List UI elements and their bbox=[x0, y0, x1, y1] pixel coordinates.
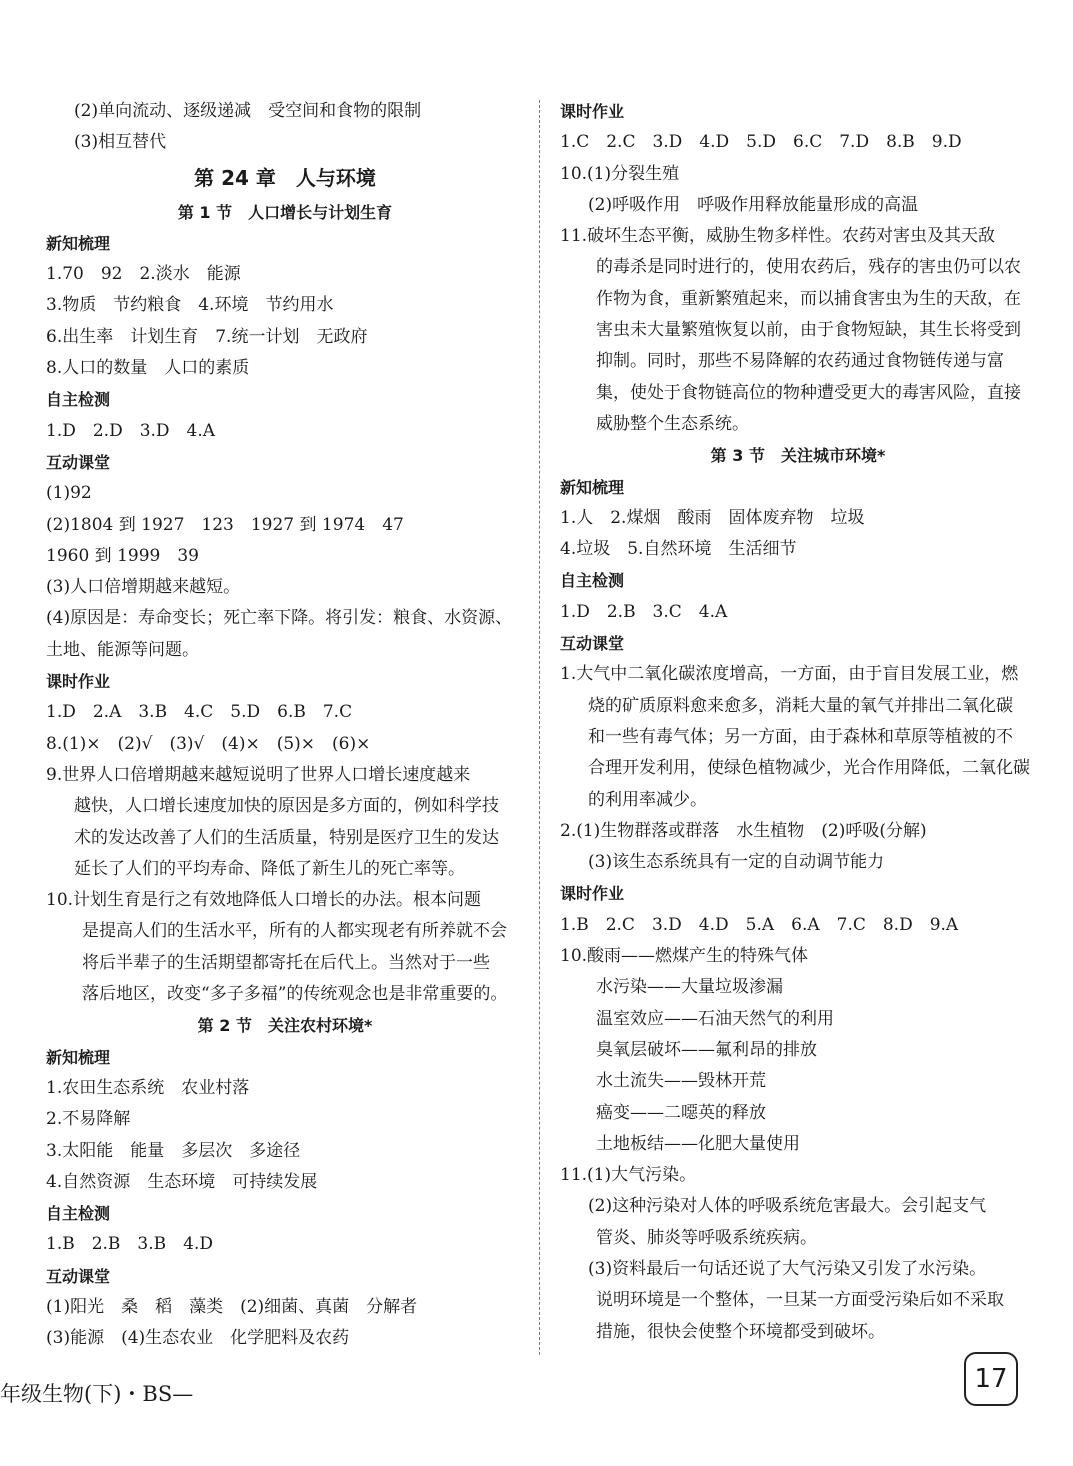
subsection-heading: 新知梳理 bbox=[46, 1047, 111, 1067]
text-line: 8.人口的数量 人口的素质 bbox=[46, 358, 250, 379]
column-divider bbox=[539, 100, 540, 1355]
text-line: 集，使处于食物链高位的物种遭受更大的毒害风险，直接 bbox=[596, 382, 1021, 403]
text-line: (3)相互替代 bbox=[74, 132, 167, 153]
right-column bbox=[560, 96, 1036, 1348]
text-line: 的利用率减少。 bbox=[588, 789, 707, 810]
text-line: 9.世界人口倍增期越来越短说明了世界人口增长速度越来 bbox=[46, 764, 471, 785]
text-line: 烧的矿质原料愈来愈多，消耗大量的氧气并排出二氧化碳 bbox=[588, 695, 1013, 716]
subsection-heading: 互动课堂 bbox=[46, 1266, 111, 1286]
text-line: 越快，人口增长速度加快的原因是多方面的，例如科学技 bbox=[74, 796, 499, 817]
text-line: (3)能源 (4)生态农业 化学肥料及农药 bbox=[46, 1328, 350, 1349]
text-line: 合理开发利用，使绿色植物减少，光合作用降低，二氧化碳 bbox=[588, 758, 1030, 779]
text-line: 和一些有毒气体；另一方面，由于森林和草原等植被的不 bbox=[588, 726, 1013, 747]
text-line: 1.人 2.煤烟 酸雨 固体废弃物 垃圾 bbox=[560, 507, 865, 528]
text-line: (4)原因是：寿命变长；死亡率下降。将引发：粮食、水资源、 bbox=[46, 608, 513, 629]
text-line: 说明环境是一个整体，一旦某一方面受污染后如不采取 bbox=[596, 1290, 1004, 1311]
text-line: 术的发达改善了人们的生活质量，特别是医疗卫生的发达 bbox=[74, 827, 499, 848]
text-line: 土地、能源等问题。 bbox=[46, 639, 199, 660]
text-line: 1.70 92 2.淡水 能源 bbox=[46, 264, 241, 285]
text-line: 1.D 2.B 3.C 4.A bbox=[560, 601, 728, 622]
subsection-heading: 新知梳理 bbox=[46, 233, 111, 253]
text-line: 延长了人们的平均寿命、降低了新生儿的死亡率等。 bbox=[74, 858, 465, 879]
section-title: 第 3 节 关注城市环境* bbox=[710, 446, 886, 466]
text-line: (3)人口倍增期越来越短。 bbox=[46, 577, 241, 598]
text-line: 1.D 2.D 3.D 4.A bbox=[46, 420, 216, 441]
text-line: 落后地区，改变“多子多福”的传统观念也是非常重要的。 bbox=[82, 984, 508, 1005]
text-line: 害虫未大量繁殖恢复以前，由于食物短缺，其生长将受到 bbox=[596, 320, 1021, 341]
text-line: 措施，很快会使整个环境都受到破坏。 bbox=[596, 1321, 885, 1342]
text-line: 4.垃圾 5.自然环境 生活细节 bbox=[560, 539, 797, 560]
text-line: 1.D 2.A 3.B 4.C 5.D 6.B 7.C bbox=[46, 702, 353, 723]
subsection-heading: 自主检测 bbox=[46, 390, 111, 410]
text-line: 1.B 2.C 3.D 4.D 5.A 6.A 7.C 8.D 9.A bbox=[560, 914, 959, 935]
text-line: 1.C 2.C 3.D 4.D 5.D 6.C 7.D 8.B 9.D bbox=[560, 132, 962, 153]
subsection-heading: 互动课堂 bbox=[560, 634, 625, 654]
subsection-heading: 新知梳理 bbox=[560, 477, 625, 497]
text-line: 温室效应——石油天然气的利用 bbox=[596, 1008, 834, 1029]
text-line: 是提高人们的生活水平，所有的人都实现老有所养就不会 bbox=[82, 921, 507, 942]
text-line: (3)该生态系统具有一定的自动调节能力 bbox=[588, 852, 885, 873]
left-column bbox=[46, 96, 524, 1355]
subsection-heading: 课时作业 bbox=[560, 884, 625, 904]
text-line: 臭氧层破坏——氟利昂的排放 bbox=[596, 1039, 817, 1060]
text-line: 土地板结——化肥大量使用 bbox=[596, 1133, 800, 1154]
text-line: 的毒杀是同时进行的，使用农药后，残存的害虫仍可以农 bbox=[596, 257, 1021, 278]
text-line: 水污染——大量垃圾渗漏 bbox=[596, 977, 783, 998]
text-line: 2.不易降解 bbox=[46, 1109, 131, 1130]
text-line: 8.(1)× (2)√ (3)√ (4)× (5)× (6)× bbox=[46, 733, 371, 754]
text-line: 10.(1)分裂生殖 bbox=[560, 163, 680, 184]
text-line: 1960 到 1999 39 bbox=[46, 545, 199, 566]
page-number: 17 bbox=[964, 1352, 1018, 1406]
text-line: (2)1804 到 1927 123 1927 到 1974 47 bbox=[46, 514, 404, 535]
text-line: 10.计划生育是行之有效地降低人口增长的办法。根本问题 bbox=[46, 890, 482, 911]
section-title: 第 2 节 关注农村环境* bbox=[197, 1016, 373, 1036]
text-line: (1)92 bbox=[46, 483, 92, 504]
text-line: 1.大气中二氧化碳浓度增高，一方面，由于盲目发展工业，燃 bbox=[560, 664, 1019, 685]
subsection-heading: 课时作业 bbox=[560, 102, 625, 121]
footer-book-title: 年级生物(下)・BS— bbox=[0, 1382, 194, 1406]
text-line: 6.出生率 计划生育 7.统一计划 无政府 bbox=[46, 326, 368, 347]
text-line: (2)呼吸作用 呼吸作用释放能量形成的高温 bbox=[588, 194, 919, 215]
text-line: 威胁整个生态系统。 bbox=[596, 413, 749, 434]
text-line: 4.自然资源 生态环境 可持续发展 bbox=[46, 1171, 318, 1192]
text-line: 将后半辈子的生活期望都寄托在后代上。当然对于一些 bbox=[82, 952, 490, 973]
text-line: 3.物质 节约粮食 4.环境 节约用水 bbox=[46, 295, 334, 316]
text-line: 1.农田生态系统 农业村落 bbox=[46, 1077, 250, 1098]
text-line: 作物为食，重新繁殖起来，而以捕食害虫为生的天敌，在 bbox=[596, 288, 1021, 309]
text-line: (2)单向流动、逐级递减 受空间和食物的限制 bbox=[74, 101, 422, 121]
text-line: 水土流失——毁林开荒 bbox=[596, 1071, 766, 1092]
chapter-title: 第 24 章 人与环境 bbox=[194, 165, 376, 190]
text-line: (2)这种污染对人体的呼吸系统危害最大。会引起支气 bbox=[588, 1196, 987, 1217]
subsection-heading: 互动课堂 bbox=[46, 452, 111, 472]
text-line: 10.酸雨——燃煤产生的特殊气体 bbox=[560, 946, 809, 967]
subsection-heading: 课时作业 bbox=[46, 672, 111, 692]
text-line: 11.(1)大气污染。 bbox=[560, 1165, 697, 1186]
text-line: 抑制。同时，那些不易降解的农药通过食物链传递与富 bbox=[596, 351, 1004, 372]
text-line: (3)资料最后一句话还说了大气污染又引发了水污染。 bbox=[588, 1258, 987, 1279]
text-line: 管炎、肺炎等呼吸系统疾病。 bbox=[596, 1227, 817, 1248]
text-line: 癌变——二噁英的释放 bbox=[596, 1102, 766, 1123]
text-line: 11.破坏生态平衡，威胁生物多样性。农药对害虫及其天敌 bbox=[560, 226, 996, 247]
text-line: 2.(1)生物群落或群落 水生植物 (2)呼吸(分解) bbox=[560, 820, 927, 841]
subsection-heading: 自主检测 bbox=[560, 571, 625, 591]
subsection-heading: 自主检测 bbox=[46, 1204, 111, 1224]
section-title: 第 1 节 人口增长与计划生育 bbox=[177, 202, 393, 222]
text-line: (1)阳光 桑 稻 藻类 (2)细菌、真菌 分解者 bbox=[46, 1296, 418, 1317]
text-line: 1.B 2.B 3.B 4.D bbox=[46, 1234, 213, 1255]
text-line: 3.太阳能 能量 多层次 多途径 bbox=[46, 1140, 301, 1161]
